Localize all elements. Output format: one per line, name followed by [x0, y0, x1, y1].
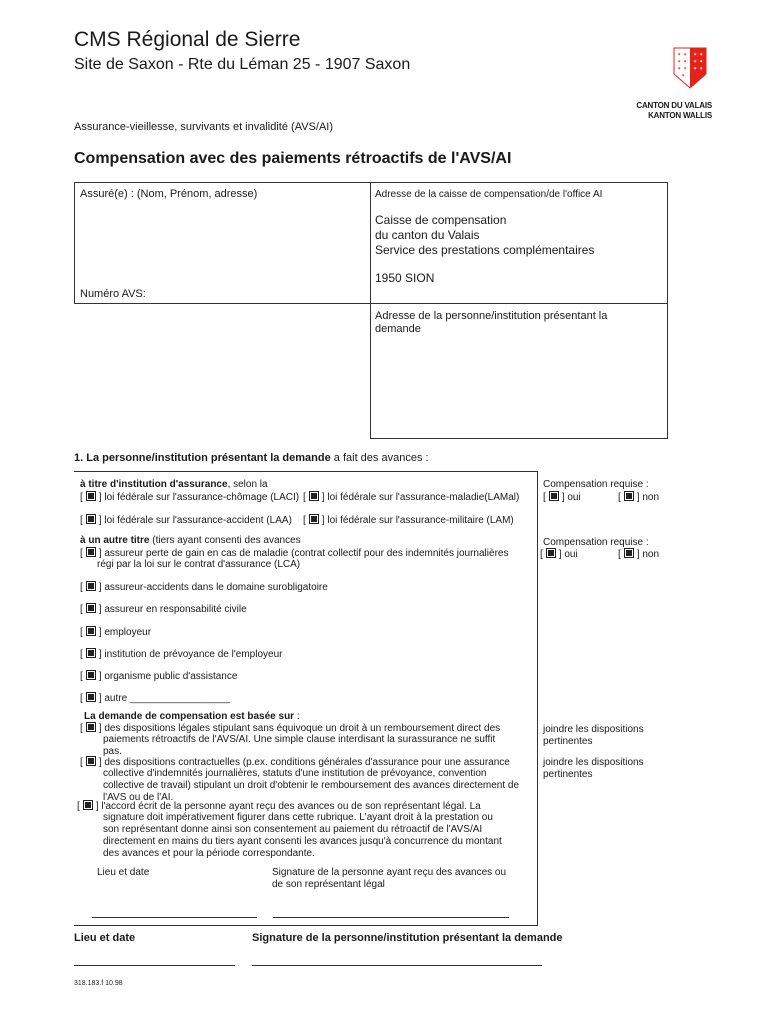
comp-oui-1[interactable]: [ ] oui — [543, 491, 581, 504]
section-1-heading: 1. La personne/institution présentant la demande a fait des avances : — [74, 452, 429, 464]
basis-written-cont: signature doit impérativement figurer dans cette rubrique. L'ayant droit à la prestation ou son représentant donne ainsi son consentement au paiement du rétroactif de l'AVS/AI directement en mains du tiers ayant consenti les avances jusqu'à concurrence du montant des avances et pour la période correspondante. — [103, 812, 502, 859]
checkbox-laci[interactable] — [86, 491, 96, 501]
valais-coat-of-arms-logo — [672, 44, 708, 90]
svg-text:✶: ✶ — [683, 52, 688, 58]
place-date-line[interactable] — [74, 965, 235, 966]
checkbox-lamal[interactable] — [309, 491, 319, 501]
form-code: 318.183.f 10.98 — [74, 980, 123, 987]
attach-note-1: joindre les dispositions pertinentes — [543, 724, 644, 747]
basis-contract-cont: collective d'indemnités journalières, statuts d'une institution de prévoyance, convention collective de travail) stipulant un droit d'obtenir le remboursement des avances directement de l'AVS ou de l'AI. — [103, 768, 520, 803]
svg-text:✶: ✶ — [693, 52, 698, 58]
checkbox-rc[interactable] — [86, 603, 96, 613]
checkbox-laa[interactable] — [86, 514, 96, 524]
option-pension[interactable]: [ ] institution de prévoyance de l'employeur — [80, 648, 282, 661]
checkbox-other[interactable] — [86, 692, 96, 702]
checkbox-non-2[interactable] — [624, 548, 634, 558]
svg-text:✶: ✶ — [677, 66, 682, 72]
checkbox-oui-2[interactable] — [546, 548, 556, 558]
institution-signature-line[interactable] — [252, 965, 542, 966]
recipient-signature-label: Signature de la personne ayant reçu des avances ou de son représentant légal — [272, 867, 507, 890]
checkbox-oui-1[interactable] — [549, 491, 559, 501]
svg-text:✶: ✶ — [677, 59, 682, 65]
comp-non-2[interactable]: [ ] non — [618, 548, 659, 561]
checkbox-accidents[interactable] — [86, 581, 96, 591]
checkbox-lca[interactable] — [86, 547, 96, 557]
basis-written[interactable]: [ ] l'accord écrit de la personne ayant reçu des avances ou de son représentant légal. La — [77, 800, 537, 813]
insurance-type-line: Assurance-vieillesse, survivants et invalidité (AVS/AI) — [74, 121, 334, 133]
svg-text:✶: ✶ — [699, 66, 704, 72]
checkbox-written[interactable] — [83, 800, 93, 810]
checkbox-pension[interactable] — [86, 648, 96, 658]
option-lca-cont: régi par la loi sur le contrat d'assurance (LCA) — [97, 559, 301, 570]
inner-place-date-line[interactable] — [92, 917, 257, 918]
checkbox-lam[interactable] — [309, 514, 319, 524]
option-lamal[interactable]: [ ] loi fédérale sur l'assurance-maladie(LAMal) — [303, 491, 519, 504]
right-column-divider — [537, 471, 538, 926]
site-address: Site de Saxon - Rte du Léman 25 - 1907 Saxon — [74, 56, 411, 73]
option-accidents[interactable]: [ ] assureur-accidents dans le domaine surobligatoire — [80, 581, 328, 594]
svg-text:✶: ✶ — [677, 52, 682, 58]
basis-contract[interactable]: [ ] des dispositions contractuelles (p.ex. conditions générales d'assurance pour une assurance — [80, 756, 535, 769]
checkbox-legal[interactable] — [86, 722, 96, 732]
basis-legal[interactable]: [ ] des dispositions légales stipulant sans équivoque un droit à un remboursement direct des — [80, 722, 535, 735]
svg-text:✶: ✶ — [693, 66, 698, 72]
comp-non-1[interactable]: [ ] non — [618, 491, 659, 504]
option-lam[interactable]: [ ] loi fédérale sur l'assurance-militaire (LAM) — [303, 514, 514, 527]
option-public[interactable]: [ ] organisme public d'assistance — [80, 670, 237, 683]
canton-name: CANTON DU VALAIS KANTON WALLIS — [636, 101, 712, 120]
inner-place-date-label: Lieu et date — [97, 867, 150, 878]
checkbox-employer[interactable] — [86, 626, 96, 636]
options-frame — [74, 471, 538, 472]
comp-required-label-1: Compensation requise : — [543, 479, 649, 490]
attach-note-2: joindre les dispositions pertinentes — [543, 757, 644, 780]
organization-name: CMS Régional de Sierre — [74, 28, 301, 51]
svg-text:✶: ✶ — [681, 73, 686, 79]
svg-text:✶: ✶ — [693, 59, 698, 65]
basis-title: La demande de compensation est basée sur : — [84, 711, 300, 722]
checkbox-non-1[interactable] — [624, 491, 634, 501]
recipient-signature-line[interactable] — [273, 917, 509, 918]
form-title: Compensation avec des paiements rétroactifs de l'AVS/AI — [74, 150, 512, 167]
checkbox-public[interactable] — [86, 670, 96, 680]
caisse-address: Caisse de compensation du canton du Valais Service des prestations complémentaires 1950 SION — [375, 213, 595, 285]
place-date-label: Lieu et date — [74, 932, 136, 944]
option-laci[interactable]: [ ] loi fédérale sur l'assurance-chômage (LACI) — [80, 491, 299, 504]
requester-label: Adresse de la personne/institution présentant la demande — [375, 310, 608, 335]
basis-legal-cont: paiements rétroactifs de l'AVS/AI. Une simple clause interdisant la surassurance ne suffit pas. — [103, 734, 496, 757]
other-title: à un autre titre (tiers ayant consenti des avances — [80, 535, 301, 546]
svg-text:✶: ✶ — [683, 59, 688, 65]
option-other[interactable]: [ ] autre __________________ — [80, 692, 230, 705]
comp-required-label-2: Compensation requise : — [543, 537, 649, 548]
avs-number-label: Numéro AVS: — [80, 288, 146, 300]
insured-label: Assuré(e) : (Nom, Prénom, adresse) — [80, 188, 258, 200]
section-bottom-line — [74, 925, 538, 926]
option-lca[interactable]: [ ] assureur perte de gain en cas de maladie (contrat collectif pour des indemnités journalières — [80, 547, 508, 560]
option-laa[interactable]: [ ] loi fédérale sur l'assurance-accident (LAA) — [80, 514, 292, 527]
svg-text:✶: ✶ — [683, 66, 688, 72]
comp-oui-2[interactable]: [ ] oui — [540, 548, 578, 561]
checkbox-contract[interactable] — [86, 756, 96, 766]
svg-text:✶: ✶ — [699, 59, 704, 65]
option-rc[interactable]: [ ] assureur en responsabilité civile — [80, 603, 247, 616]
option-employer[interactable]: [ ] employeur — [80, 626, 151, 639]
svg-text:✶: ✶ — [699, 52, 704, 58]
institution-signature-label: Signature de la personne/institution présentant la demande — [252, 932, 563, 944]
caisse-label: Adresse de la caisse de compensation/de l'office AI — [375, 189, 603, 200]
insurance-institution-title: à titre d'institution d'assurance, selon la — [80, 479, 268, 490]
